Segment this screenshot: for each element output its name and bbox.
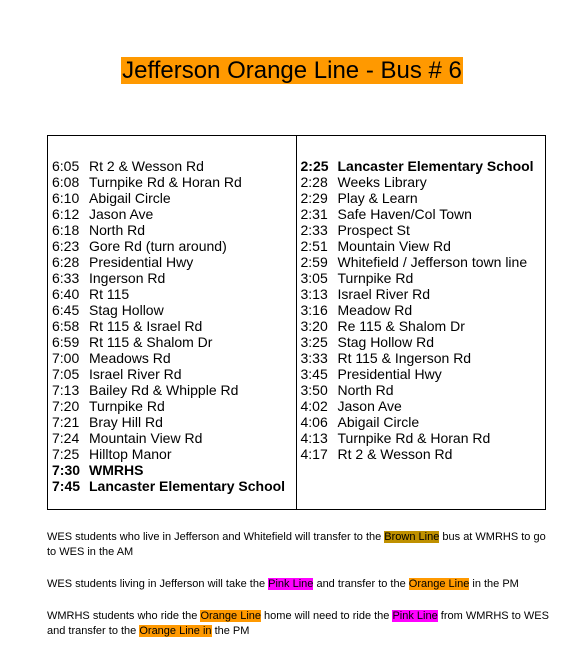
stop-name: Presidential Hwy (337, 366, 442, 382)
stop-name: Weeks Library (337, 174, 427, 190)
schedule-row (301, 382, 546, 398)
schedule-row (52, 366, 296, 382)
stop-time: 3:50 (300, 382, 328, 398)
stop-time: 2:29 (300, 190, 328, 206)
stop-time: 2:33 (300, 222, 328, 238)
schedule-row (301, 446, 546, 462)
stop-name: Rt 115 & Shalom Dr (89, 334, 213, 350)
stop-time: 4:17 (300, 446, 328, 462)
schedule-row (52, 254, 296, 270)
stop-time: 7:25 (52, 446, 80, 462)
schedule-row (52, 270, 296, 286)
stop-time: 2:31 (300, 206, 328, 222)
stop-name: Bailey Rd & Whipple Rd (89, 382, 239, 398)
stop-time: 3:05 (300, 270, 328, 286)
stop-name: Jason Ave (89, 206, 154, 222)
stop-time: 6:28 (52, 254, 80, 270)
schedule-row (52, 446, 296, 462)
schedule-row (52, 222, 296, 238)
stop-name: Stag Hollow Rd (337, 334, 434, 350)
stop-name: Rt 2 & Wesson Rd (337, 446, 453, 462)
stop-time: 7:45 (52, 478, 81, 494)
stop-name: Safe Haven/Col Town (337, 206, 472, 222)
schedule-row (52, 414, 296, 430)
stop-time: 7:00 (52, 350, 80, 366)
stop-name: Lancaster Elementary School (337, 158, 534, 174)
stop-time: 7:21 (52, 414, 80, 430)
stop-time: 3:20 (300, 318, 328, 334)
schedule-row (301, 350, 546, 366)
schedule-row (301, 158, 546, 174)
stop-time: 3:33 (300, 350, 328, 366)
schedule-row (301, 238, 546, 254)
stop-time: 3:16 (300, 302, 328, 318)
stop-name: Rt 2 & Wesson Rd (89, 158, 204, 174)
schedule-row (52, 318, 296, 334)
stop-name: Rt 115 & Israel Rd (89, 318, 203, 334)
transfer-notes (47, 530, 557, 656)
schedule-row (52, 302, 296, 318)
highlight-pink-line: Pink Line (268, 578, 314, 590)
stop-name: Abigail Circle (89, 190, 171, 206)
stop-time: 6:18 (52, 222, 80, 238)
stop-time: 2:59 (300, 254, 328, 270)
stop-name: Meadow Rd (337, 302, 413, 318)
stop-name: Meadows Rd (89, 350, 171, 366)
schedule-row (301, 398, 546, 414)
schedule-row (301, 302, 546, 318)
stop-time: 2:25 (300, 158, 329, 174)
stop-time: 2:28 (300, 174, 328, 190)
stop-time: 4:13 (300, 430, 328, 446)
schedule-row (52, 430, 296, 446)
schedule-row (301, 206, 546, 222)
stop-name: Israel River Rd (337, 286, 431, 302)
schedule-row (52, 382, 296, 398)
stop-name: Turnpike Rd & Horan Rd (337, 430, 491, 446)
highlight-orange-line: Orange Line (408, 578, 470, 590)
stop-time: 6:12 (52, 206, 80, 222)
stop-name: Rt 115 (89, 286, 130, 302)
stop-time: 3:25 (300, 334, 328, 350)
schedule-row (52, 350, 296, 366)
stop-time: 4:06 (300, 414, 328, 430)
stop-name: Mountain View Rd (337, 238, 451, 254)
schedule-row (301, 270, 546, 286)
stop-time: 4:02 (300, 398, 328, 414)
schedule-row (52, 174, 296, 190)
schedule-row (301, 334, 546, 350)
stop-time: 6:45 (52, 302, 80, 318)
schedule-row (52, 206, 296, 222)
stop-name: Abigail Circle (337, 414, 420, 430)
stop-name: Lancaster Elementary School (89, 478, 286, 494)
morning-column (48, 136, 297, 509)
afternoon-column (297, 136, 546, 509)
note-wmrhs-transfer: WMRHS students who ride the Orange Line home will need to ride the Pink Line from WMRHS to WES and transfer to the Orange Line in the PM (47, 610, 549, 637)
stop-time: 6:58 (52, 318, 80, 334)
stop-name: Mountain View Rd (89, 430, 203, 446)
schedule-table (47, 135, 546, 510)
stop-time: 7:24 (52, 430, 80, 446)
schedule-row (301, 366, 546, 382)
stop-name: Stag Hollow (89, 302, 164, 318)
schedule-row (52, 286, 296, 302)
stop-name: Whitefield / Jefferson town line (337, 254, 528, 270)
schedule-row (301, 190, 546, 206)
stop-name: Prospect St (337, 222, 410, 238)
stop-name: Presidential Hwy (89, 254, 194, 270)
stop-name: Hilltop Manor (89, 446, 172, 462)
stop-time: 6:33 (52, 270, 80, 286)
stop-name: North Rd (89, 222, 146, 238)
schedule-row (52, 190, 296, 206)
highlight-brown-line: Brown Line (384, 531, 440, 543)
schedule-row (301, 254, 546, 270)
schedule-row (301, 222, 546, 238)
stop-time: 7:30 (52, 462, 81, 478)
stop-name: Ingerson Rd (89, 270, 166, 286)
stop-time: 6:05 (52, 158, 80, 174)
schedule-row (52, 398, 296, 414)
schedule-row (52, 334, 296, 350)
schedule-row (52, 238, 296, 254)
stop-name: North Rd (337, 382, 394, 398)
note-brown-line-transfer: WES students who live in Jefferson and Whitefield will transfer to the Brown Line bus at WMRHS to go to WES in the AM (47, 531, 546, 558)
schedule-row (301, 318, 546, 334)
highlight-orange-line: Orange Line in (139, 625, 212, 637)
stop-time: 6:10 (52, 190, 80, 206)
highlight-pink-line: Pink Line (392, 610, 438, 622)
stop-time: 6:40 (52, 286, 80, 302)
stop-time: 7:20 (52, 398, 80, 414)
stop-name: Gore Rd (turn around) (89, 238, 227, 254)
stop-name: Turnpike Rd (89, 398, 165, 414)
schedule-row (52, 478, 296, 494)
schedule-row (301, 286, 546, 302)
stop-name: Jason Ave (337, 398, 402, 414)
stop-name: Play & Learn (337, 190, 418, 206)
stop-name: Turnpike Rd & Horan Rd (89, 174, 242, 190)
stop-name: Rt 115 & Ingerson Rd (337, 350, 472, 366)
stop-name: Turnpike Rd (337, 270, 414, 286)
stop-name: Bray Hill Rd (89, 414, 163, 430)
stop-time: 2:51 (300, 238, 328, 254)
schedule-row (301, 414, 546, 430)
schedule-row (52, 158, 296, 174)
stop-time: 7:05 (52, 366, 80, 382)
stop-time: 6:08 (52, 174, 80, 190)
schedule-row (301, 430, 546, 446)
stop-name: Re 115 & Shalom Dr (337, 318, 465, 334)
schedule-row (301, 174, 546, 190)
schedule-row (52, 462, 296, 478)
stop-time: 3:13 (300, 286, 328, 302)
stop-time: 7:13 (52, 382, 80, 398)
note-pink-line-transfer: WES students living in Jefferson will take the Pink Line and transfer to the Orange Line in the PM (47, 578, 519, 590)
stop-time: 6:59 (52, 334, 80, 350)
highlight-orange-line: Orange Line (200, 610, 261, 622)
stop-name: Israel River Rd (89, 366, 182, 382)
page-title (0, 56, 584, 86)
page-title-text: Jefferson Orange Line - Bus # 6 (122, 57, 462, 84)
stop-time: 6:23 (52, 238, 80, 254)
stop-name: WMRHS (89, 462, 144, 478)
stop-time: 3:45 (300, 366, 328, 382)
